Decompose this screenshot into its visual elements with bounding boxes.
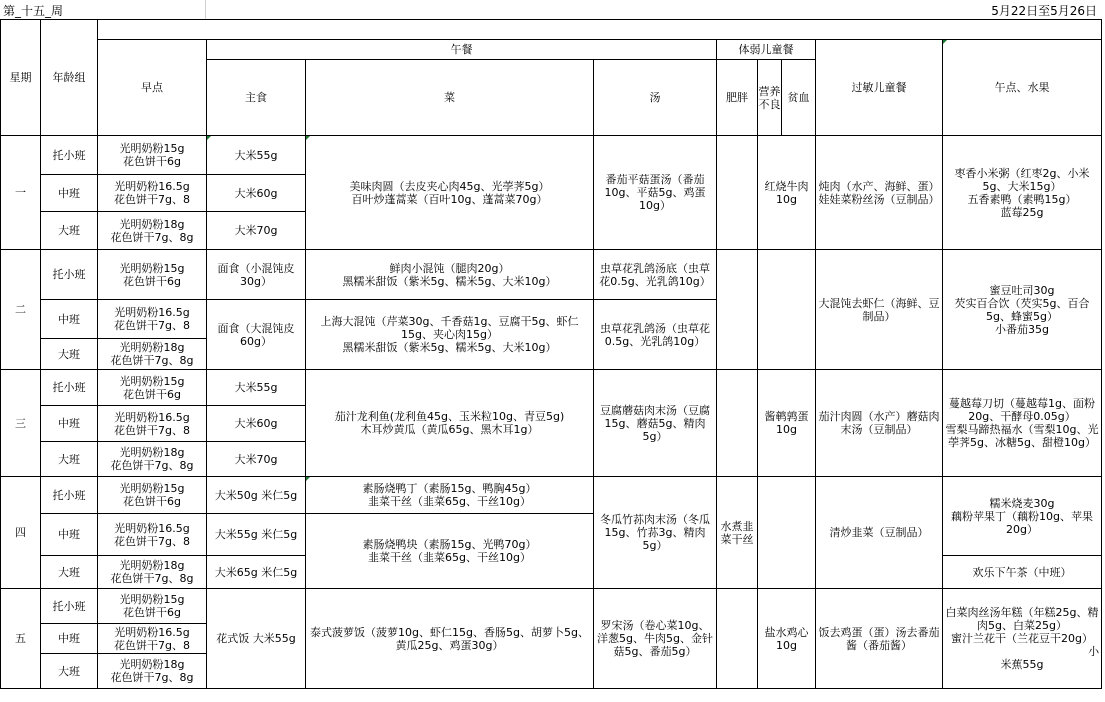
staple-cell[interactable]: 大米60g [207,406,306,442]
age-group-cell[interactable]: 中班 [41,624,98,654]
age-group-cell[interactable]: 托小班 [41,589,98,624]
breakfast-cell[interactable]: 光明奶粉15g 花色饼干6g [98,477,207,514]
obese-cell[interactable]: 水煮韭菜干丝 [717,477,758,589]
dish-cell[interactable]: 美味肉圆（去皮夹心肉45g、光荸荠5g） 百叶炒蓬蒿菜（百叶10g、蓬蒿菜70g） [306,136,594,250]
soup-cell[interactable]: 番茄平菇蛋汤（番茄10g、平菇5g、鸡蛋10g） [594,136,717,250]
soup-cell[interactable]: 虫草花乳鸽汤底（虫草花0.5g、光乳鸽10g） [594,250,717,300]
breakfast-cell[interactable]: 光明奶粉16.5g 花色饼干7g、8 [98,624,207,654]
anemia-cell[interactable]: 酱鹌鹑蛋10g [758,370,816,477]
title-bar [0,0,1105,19]
weekday-cell[interactable]: 四 [1,477,41,589]
staple-cell[interactable]: 大米60g [207,175,306,212]
anemia-cell[interactable]: 红烧牛肉10g [758,136,816,250]
snack-cell[interactable]: 糯米烧麦30g 藕粉苹果丁（藕粉10g、苹果20g） [943,477,1102,556]
header-weak-children[interactable]: 体弱儿童餐 [717,40,816,60]
soup-cell[interactable]: 豆腐蘑菇肉末汤（豆腐15g、蘑菇5g、精肉5g） [594,370,717,477]
age-group-cell[interactable]: 中班 [41,406,98,442]
obese-cell[interactable] [717,370,758,477]
age-group-cell[interactable]: 托小班 [41,477,98,514]
header-malnutrition[interactable]: 营养不良 [758,60,782,136]
dish-cell[interactable]: 上海大混饨（芹菜30g、千香菇1g、豆腐干5g、虾仁15g、夹心肉15g） 黑糯米甜饭（紫米5g、糯米5g、大米10g） [306,300,594,370]
breakfast-cell[interactable]: 光明奶粉18g 花色饼干7g、8g [98,654,207,689]
allergy-cell[interactable]: 清炒韭菜（豆制品） [816,477,943,589]
allergy-cell[interactable]: 茄汁肉圆（水产）蘑菇肉末汤（豆制品） [816,370,943,477]
breakfast-cell[interactable]: 光明奶粉18g 花色饼干7g、8g [98,212,207,250]
allergy-cell[interactable]: 大混饨去虾仁（海鲜、豆制品） [816,250,943,370]
staple-cell[interactable]: 大米50g 米仁5g [207,477,306,514]
header-allergy[interactable]: 过敏儿童餐 [816,40,943,136]
header-soup[interactable]: 汤 [594,60,717,136]
staple-cell[interactable]: 大米70g [207,212,306,250]
weekday-cell[interactable]: 一 [1,136,41,250]
snack-cell[interactable]: 蜜豆吐司30g 芡实百合饮（芡实5g、百合5g、蜂蜜5g） 小番茄35g [943,250,1102,370]
allergy-cell[interactable]: 饭去鸡蛋（蛋）汤去番茄酱（番茄酱） [816,589,943,689]
header-age-group[interactable]: 年龄组 [41,20,98,136]
snack-cell[interactable]: 枣香小米粥（红枣2g、小米5g、大米15g） 五香素鸭（素鸭15g） 蓝莓25g [943,136,1102,250]
header-dish[interactable]: 菜 [306,60,594,136]
soup-cell[interactable]: 冬瓜竹荪肉末汤（冬瓜15g、竹荪3g、精肉5g） [594,477,717,589]
breakfast-cell[interactable]: 光明奶粉15g 花色饼干6g [98,250,207,300]
dish-cell[interactable]: 素肠烧鸭块（素肠15g、光鸭70g） 韭菜干丝（韭菜65g、干丝10g） [306,514,594,589]
header-blank[interactable] [98,20,1102,40]
header-anemia[interactable]: 贫血 [782,60,816,136]
age-group-cell[interactable]: 大班 [41,654,98,689]
staple-cell[interactable]: 面食（小混饨皮30g） [207,250,306,300]
age-group-cell[interactable]: 大班 [41,556,98,589]
obese-cell[interactable] [717,250,758,370]
week-label[interactable]: 第_十五_周 [3,4,64,18]
breakfast-cell[interactable]: 光明奶粉15g 花色饼干6g [98,589,207,624]
breakfast-cell[interactable]: 光明奶粉15g 花色饼干6g [98,370,207,406]
age-group-cell[interactable]: 托小班 [41,136,98,175]
column-divider [205,0,206,19]
snack-cell[interactable]: 蔓越莓刀切（蔓越莓1g、面粉20g、干酵母0.05g） 雪梨马蹄热福水（雪梨10g、光荸荠5g、冰糖5g、甜橙10g） [943,370,1102,477]
age-group-cell[interactable]: 大班 [41,212,98,250]
age-group-cell[interactable]: 中班 [41,175,98,212]
breakfast-cell[interactable]: 光明奶粉16.5g 花色饼干7g、8 [98,300,207,339]
header-snack[interactable]: 午点、水果 [943,40,1102,136]
dish-cell[interactable]: 泰式菠萝饭（菠萝10g、虾仁15g、香肠5g、胡萝卜5g、黄瓜25g、鸡蛋30g） [306,589,594,689]
allergy-cell[interactable]: 炖肉（水产、海鲜、蛋）娃娃菜粉丝汤（豆制品） [816,136,943,250]
date-range[interactable]: 5月22日至5月26日 [991,4,1097,18]
breakfast-cell[interactable]: 光明奶粉16.5g 花色饼干7g、8 [98,514,207,556]
weekday-cell[interactable]: 二 [1,250,41,370]
breakfast-cell[interactable]: 光明奶粉18g 花色饼干7g、8g [98,339,207,370]
anemia-cell[interactable] [758,250,816,370]
staple-cell[interactable]: 大米70g [207,442,306,477]
breakfast-cell[interactable]: 光明奶粉16.5g 花色饼干7g、8 [98,406,207,442]
weekday-cell[interactable]: 三 [1,370,41,477]
staple-cell[interactable]: 花式饭 大米55g [207,589,306,689]
weekday-cell[interactable]: 五 [1,589,41,689]
breakfast-cell[interactable]: 光明奶粉16.5g 花色饼干7g、8 [98,175,207,212]
staple-cell[interactable]: 大米55g [207,370,306,406]
breakfast-cell[interactable]: 光明奶粉18g 花色饼干7g、8g [98,442,207,477]
snack-cell[interactable]: 白菜肉丝汤年糕（年糕25g、精肉5g、白菜25g） 蜜汁兰花干（兰花豆干20g） 小 米蕉55g [943,589,1102,689]
snack-extra-cell[interactable]: 欢乐下午茶（中班） [943,556,1102,589]
age-group-cell[interactable]: 中班 [41,514,98,556]
staple-cell[interactable]: 面食（大混饨皮60g） [207,300,306,370]
obese-cell[interactable] [717,136,758,250]
header-lunch[interactable]: 午餐 [207,40,717,60]
dish-cell[interactable]: 鲜肉小混饨（腿肉20g） 黑糯米甜饭（紫米5g、糯米5g、大米10g） [306,250,594,300]
staple-cell[interactable]: 大米55g [207,136,306,175]
age-group-cell[interactable]: 大班 [41,339,98,370]
anemia-cell[interactable]: 盐水鸡心10g [758,589,816,689]
breakfast-cell[interactable]: 光明奶粉18g 花色饼干7g、8g [98,556,207,589]
breakfast-cell[interactable]: 光明奶粉15g 花色饼干6g [98,136,207,175]
age-group-cell[interactable]: 托小班 [41,250,98,300]
header-staple[interactable]: 主食 [207,60,306,136]
header-weekday[interactable]: 星期 [1,20,41,136]
header-obese[interactable]: 肥胖 [717,60,758,136]
header-breakfast[interactable]: 早点 [98,40,207,136]
age-group-cell[interactable]: 托小班 [41,370,98,406]
obese-cell[interactable] [717,589,758,689]
age-group-cell[interactable]: 中班 [41,300,98,339]
staple-cell[interactable]: 大米55g 米仁5g [207,514,306,556]
anemia-cell[interactable] [758,477,816,589]
staple-cell[interactable]: 大米65g 米仁5g [207,556,306,589]
age-group-cell[interactable]: 大班 [41,442,98,477]
soup-cell[interactable]: 罗宋汤（卷心菜10g、洋葱5g、牛肉5g、金针菇5g、番茄5g） [594,589,717,689]
menu-table [0,19,1102,689]
dish-cell[interactable]: 素肠烧鸭丁（素肠15g、鸭胸45g） 韭菜干丝（韭菜65g、干丝10g） [306,477,594,514]
soup-cell[interactable]: 虫草花乳鸽汤（虫草花0.5g、光乳鸽10g） [594,300,717,370]
dish-cell[interactable]: 茄汁龙利鱼(龙利鱼45g、玉米粒10g、青豆5g) 木耳炒黄瓜（黄瓜65g、黑木耳1g） [306,370,594,477]
